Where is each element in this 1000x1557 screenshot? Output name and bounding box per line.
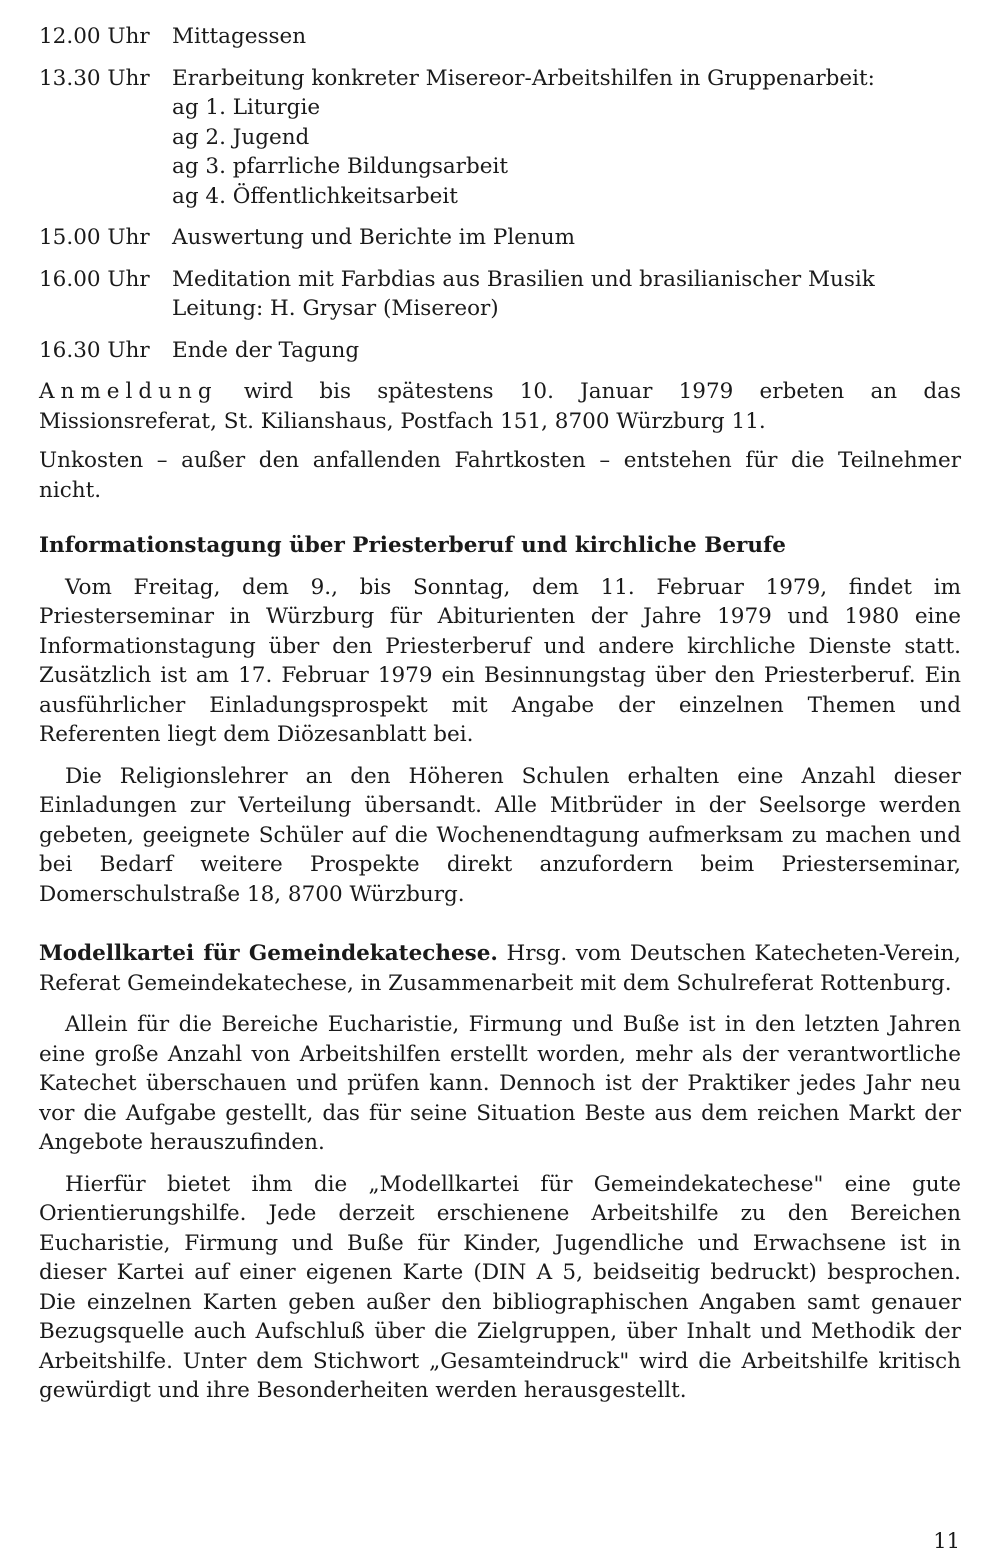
- program-line: ag 3. pfarrliche Bildungsarbeit: [172, 154, 508, 179]
- registration-paragraph: [39, 377, 961, 436]
- book-entry-paragraph: [39, 939, 961, 998]
- program-time: 13.30 Uhr: [39, 65, 150, 91]
- registration-label: Anmeldung: [39, 379, 218, 404]
- document-page: [39, 22, 961, 1406]
- body-paragraph: Hierfür bietet ihm die „Modellkartei für Gemeindekatechese" eine gute Orientierungshilfe. Jede derzeit erschienene Arbeitshilfe zu den Bereichen Eucharistie, Firmung und Buße für Kinder, Jugendliche und Erwachsene ist in dieser Kartei auf einer eigenen Karte (DIN A 5, beidseitig bedruckt) besprochen. Die einzelnen Karten geben außer den bibliographischen Angaben samt genauer Bezugsquelle auch Aufschluß über die Zielgruppen, über Inhalt und Methodik der Arbeitshilfe. Unter dem Stichwort „Gesamteindruck" wird die Arbeitshilfe kritisch gewürdigt und ihre Besonderheiten werden herausgestellt.: [39, 1171, 961, 1403]
- program-line: ag 1. Liturgie: [172, 95, 321, 120]
- program-schedule: [39, 22, 961, 365]
- program-description: [172, 223, 961, 253]
- program-line: Meditation mit Farbdias aus Brasilien und brasilianischer Musik: [172, 266, 875, 292]
- program-description: [172, 336, 961, 366]
- program-line: Auswertung und Berichte im Plenum: [172, 225, 576, 250]
- book-title: Modellkartei für Gemeindekatechese.: [39, 941, 498, 966]
- program-line: Mittagessen: [172, 24, 307, 49]
- program-line: ag 4. Öffentlichkeitsarbeit: [172, 183, 458, 209]
- body-paragraph: Die Religionslehrer an den Höheren Schulen erhalten eine Anzahl dieser Einladungen zur Verteilung übersandt. Alle Mitbrüder in der Seelsorge werden gebeten, geeignete Schüler auf die Wochenendtagung aufmerksam zu machen und bei Bedarf weitere Prospekte direkt anzufordern beim Priesterseminar, Domerschulstraße 18, 8700 Würzburg.: [39, 763, 961, 907]
- program-time: 16.00 Uhr: [39, 266, 150, 292]
- program-time: 15.00 Uhr: [39, 225, 150, 250]
- body-paragraph: Allein für die Bereiche Eucharistie, Firmung und Buße ist in den letzten Jahren eine große Anzahl von Arbeitshilfen erstellt worden, mehr als der verantwortliche Katechet überschauen und prüfen kann. Dennoch ist der Praktiker jedes Jahr neu vor die Aufgabe gestellt, das für seine Situation Beste aus dem reichen Markt der Angebote herauszufinden.: [39, 1012, 961, 1155]
- program-row: [39, 336, 961, 366]
- program-line: Erarbeitung konkreter Misereor-Arbeitshilfen in Gruppenarbeit:: [172, 65, 875, 91]
- program-line: Ende der Tagung: [172, 337, 360, 363]
- program-row: [39, 265, 961, 324]
- program-line: Leitung: H. Grysar (Misereor): [172, 296, 499, 321]
- program-row: [39, 22, 961, 52]
- program-description: [172, 64, 961, 212]
- program-time: 12.00 Uhr: [39, 24, 150, 49]
- program-line: ag 2. Jugend: [172, 124, 310, 150]
- program-description: [172, 22, 961, 52]
- program-time: 16.30 Uhr: [39, 337, 150, 363]
- body-paragraph: Vom Freitag, dem 9., bis Sonntag, dem 11. Februar 1979, findet im Priesterseminar in Würzburg für Abiturienten der Jahre 1979 und 1980 eine Informationstagung über den Priesterberuf und andere kirchliche Dienste statt. Zusätzlich ist am 17. Februar 1979 ein Besinnungstag über den Priesterberuf. Ein ausführlicher Einladungsprospekt mit Angabe der einzelnen Themen und Referenten liegt dem Diözesanblatt bei.: [39, 574, 961, 747]
- book-intro: Hrsg. vom Deutschen Katecheten-Verein, Referat Gemeindekatechese, in Zusammenarbeit mit dem Schulreferat Rottenburg.: [39, 941, 961, 996]
- section-heading: Informationstagung über Priesterberuf und kirchliche Berufe: [39, 533, 786, 558]
- program-row: [39, 64, 961, 212]
- registration-text: wird bis spätestens 10. Januar 1979 erbeten an das Missionsreferat, St. Kilianshaus, Postfach 151, 8700 Würzburg 11.: [39, 379, 961, 434]
- costs-paragraph: Unkosten – außer den anfallenden Fahrtkosten – entstehen für die Teilnehmer nicht.: [39, 448, 961, 503]
- program-row: [39, 223, 961, 253]
- page-number: 11: [933, 1529, 960, 1553]
- program-description: [172, 265, 961, 324]
